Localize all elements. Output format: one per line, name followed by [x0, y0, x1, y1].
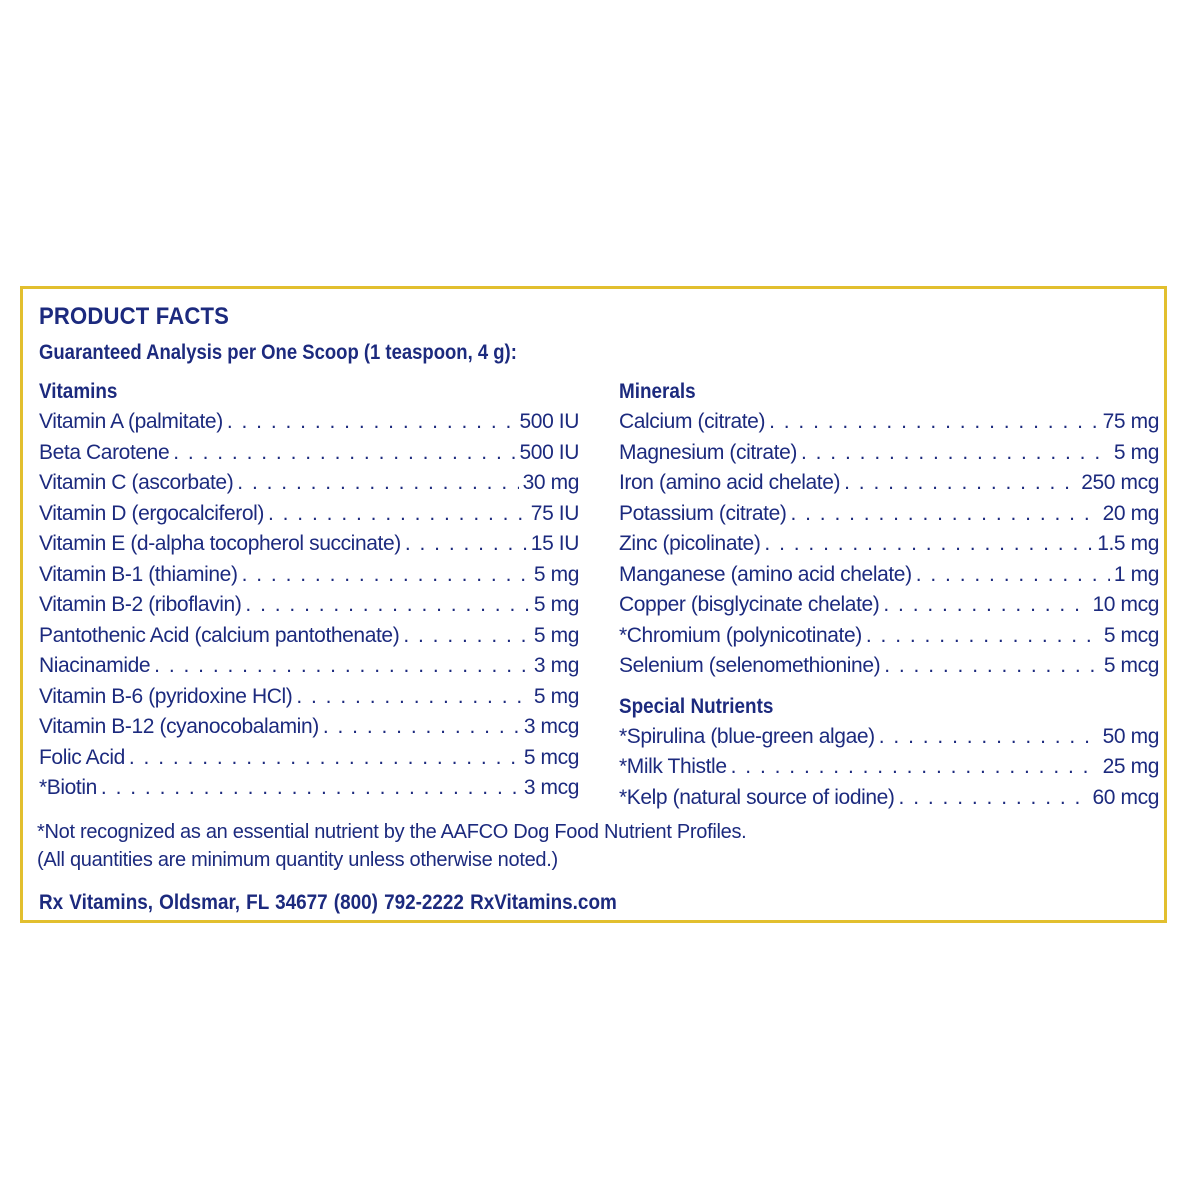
nutrient-row [619, 621, 1159, 652]
nutrient-name: Vitamin A (palmitate) [39, 410, 223, 433]
dot-leader [242, 560, 530, 591]
dot-leader [129, 743, 520, 774]
nutrient-name: Vitamin B-6 (pyridoxine HCl) [39, 684, 293, 708]
dot-leader [769, 407, 1099, 438]
nutrient-name: Pantothenic Acid (calcium pantothenate) [39, 623, 400, 647]
nutrient-amount: 10 mcg [1092, 593, 1159, 616]
nutrient-name: Iron (amino acid chelate) [619, 471, 841, 494]
nutrient-name: Vitamin D (ergocalciferol) [39, 501, 264, 525]
dot-leader [764, 529, 1093, 560]
nutrient-row [39, 712, 579, 743]
nutrient-row [619, 499, 1159, 530]
nutrient-amount: 50 mg [1102, 724, 1159, 748]
nutrient-row [619, 438, 1159, 469]
company-contact-line: Rx Vitamins, Oldsmar, FL 34677 (800) 792-2222 RxVitamins.com [39, 891, 617, 914]
dot-leader [323, 712, 520, 743]
nutrient-name: *Kelp (natural source of iodine) [619, 785, 895, 809]
dot-leader [268, 499, 527, 530]
nutrient-amount: 60 mcg [1092, 785, 1159, 809]
nutrient-amount: 500 IU [519, 410, 579, 433]
dot-leader [405, 529, 527, 560]
nutrient-name: Vitamin B-12 (cyanocobalamin) [39, 715, 319, 738]
nutrient-amount: 15 IU [530, 532, 579, 555]
nutrient-name: Zinc (picolinate) [619, 532, 761, 555]
nutrient-name: *Spirulina (blue-green algae) [619, 724, 875, 748]
nutrient-name: Selenium (selenomethionine) [619, 654, 881, 677]
dot-leader [296, 682, 530, 713]
dot-leader [801, 438, 1110, 469]
nutrient-row [619, 783, 1159, 814]
nutrient-amount: 25 mg [1102, 755, 1159, 778]
nutrient-row [39, 407, 579, 438]
nutrient-amount: 5 mcg [523, 745, 579, 769]
nutrient-amount: 75 mg [1102, 410, 1159, 433]
nutrient-amount: 5 mg [533, 684, 579, 708]
minerals-list [619, 407, 1159, 682]
nutrient-row [39, 468, 579, 499]
nutrient-amount: 3 mg [533, 654, 579, 677]
nutrient-amount: 1 mg [1113, 562, 1159, 586]
nutrient-name: Calcium (citrate) [619, 410, 766, 433]
dot-leader [883, 590, 1088, 621]
nutrient-amount: 5 mg [1113, 440, 1159, 464]
nutrient-name: Niacinamide [39, 654, 151, 677]
nutrient-amount: 20 mg [1102, 501, 1159, 525]
nutrient-name: Beta Carotene [39, 440, 170, 464]
dot-leader [790, 499, 1098, 530]
dot-leader [884, 651, 1100, 682]
vitamins-list [39, 407, 579, 804]
dot-leader [899, 783, 1089, 814]
nutrient-amount: 1.5 mg [1097, 532, 1159, 555]
nutrient-name: Copper (bisglycinate chelate) [619, 593, 880, 616]
nutrient-row [619, 529, 1159, 560]
dot-leader [173, 438, 515, 469]
nutrient-amount: 5 mcg [1103, 654, 1159, 677]
dot-leader [731, 752, 1099, 783]
nutrient-name: Magnesium (citrate) [619, 440, 797, 464]
nutrient-row [39, 560, 579, 591]
nutrient-amount: 3 mcg [523, 715, 579, 738]
nutrient-row [619, 468, 1159, 499]
nutrient-row [39, 773, 579, 804]
nutrient-row [619, 590, 1159, 621]
nutrient-row [619, 407, 1159, 438]
nutrient-row [39, 499, 579, 530]
minerals-heading: Minerals [619, 380, 696, 403]
dot-leader [227, 407, 516, 438]
nutrient-row [619, 752, 1159, 783]
nutrient-row [619, 560, 1159, 591]
dot-leader [403, 621, 530, 652]
dot-leader [866, 621, 1100, 652]
aafco-footnote: *Not recognized as an essential nutrient by the AAFCO Dog Food Nutrient Profiles. [37, 821, 747, 843]
nutrient-row [39, 743, 579, 774]
nutrient-amount: 5 mg [533, 593, 579, 616]
product-facts-title: PRODUCT FACTS [39, 303, 230, 330]
dot-leader [879, 722, 1099, 753]
nutrient-row [39, 529, 579, 560]
nutrient-row [39, 682, 579, 713]
nutrient-name: *Chromium (polynicotinate) [619, 623, 862, 647]
dot-leader [237, 468, 518, 499]
nutrient-name: Vitamin E (d-alpha tocopherol succinate) [39, 532, 401, 555]
nutrient-name: *Milk Thistle [619, 755, 727, 778]
nutrient-row [619, 722, 1159, 753]
minerals-column [619, 377, 1159, 813]
nutrient-row [39, 651, 579, 682]
nutrient-amount: 500 IU [519, 440, 579, 464]
nutrient-amount: 5 mg [533, 562, 579, 586]
nutrient-name: Vitamin C (ascorbate) [39, 471, 234, 494]
nutrient-name: Vitamin B-1 (thiamine) [39, 562, 238, 586]
dot-leader [154, 651, 530, 682]
dot-leader [916, 560, 1110, 591]
nutrient-amount: 5 mcg [1103, 623, 1159, 647]
nutrient-amount: 5 mg [533, 623, 579, 647]
nutrient-name: Potassium (citrate) [619, 501, 787, 525]
nutrient-amount: 3 mcg [523, 776, 579, 799]
nutrient-name: *Biotin [39, 776, 97, 799]
nutrient-name: Manganese (amino acid chelate) [619, 562, 912, 586]
nutrient-amount: 30 mg [522, 471, 579, 494]
dot-leader [101, 773, 520, 804]
dot-leader [844, 468, 1077, 499]
guaranteed-analysis-subtitle: Guaranteed Analysis per One Scoop (1 teaspoon, 4 g): [39, 341, 517, 364]
minimum-quantity-note: (All quantities are minimum quantity unless otherwise noted.) [37, 849, 558, 871]
special-nutrients-list [619, 722, 1159, 814]
vitamins-column [39, 377, 579, 804]
product-facts-panel [20, 286, 1167, 923]
nutrient-row [619, 651, 1159, 682]
nutrient-amount: 75 IU [530, 501, 579, 525]
vitamins-heading: Vitamins [39, 380, 118, 403]
nutrient-row [39, 621, 579, 652]
special-nutrients-heading: Special Nutrients [619, 694, 774, 718]
nutrient-amount: 250 mcg [1081, 471, 1159, 494]
nutrient-row [39, 590, 579, 621]
dot-leader [245, 590, 529, 621]
nutrient-row [39, 438, 579, 469]
nutrient-name: Folic Acid [39, 745, 125, 769]
nutrient-name: Vitamin B-2 (riboflavin) [39, 593, 242, 616]
